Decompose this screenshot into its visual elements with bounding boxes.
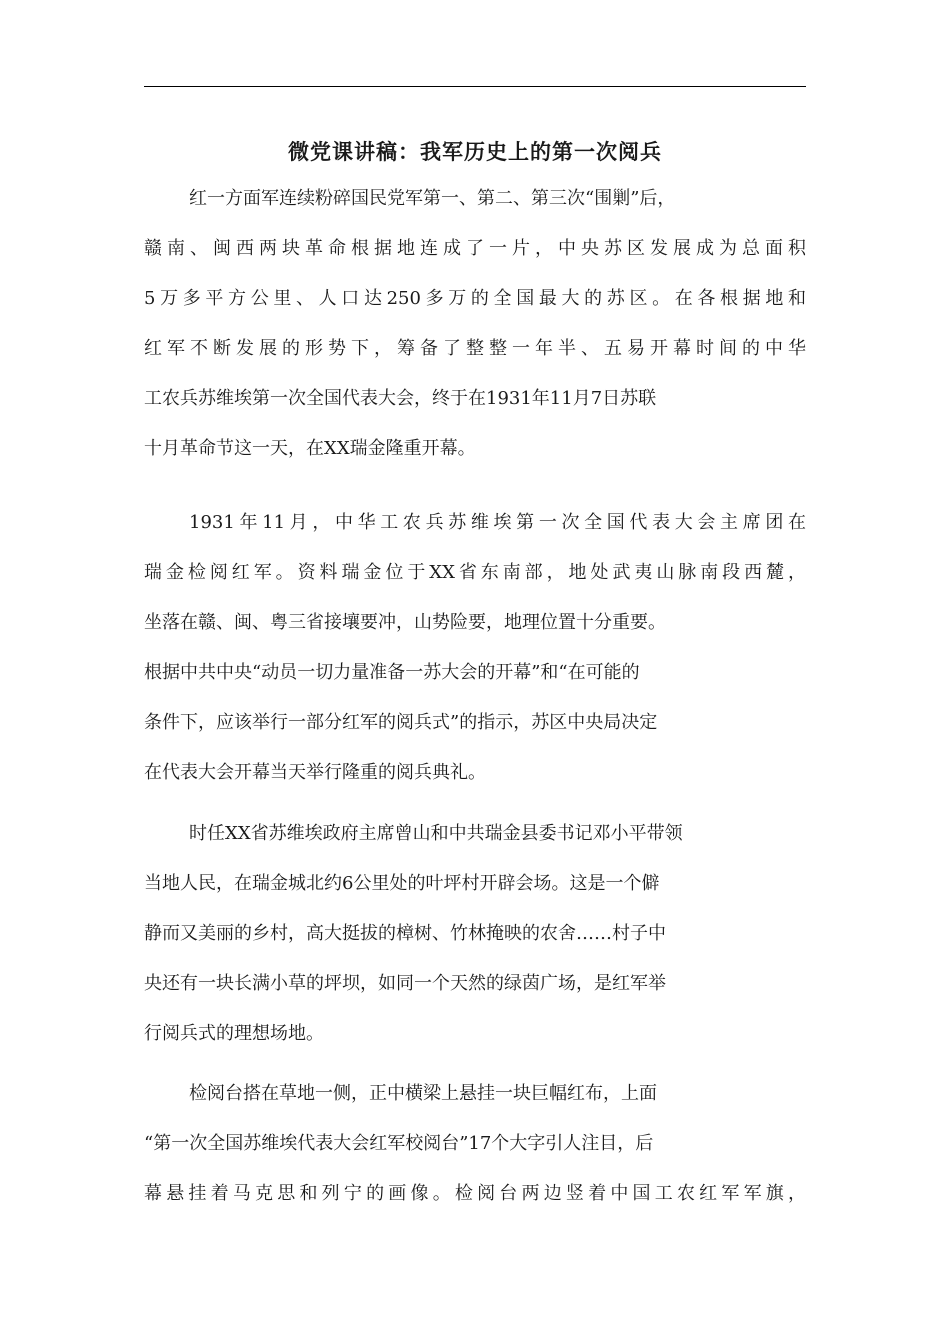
paragraph-line: 坐落在赣、闽、粤三省接壤要冲，山势险要，地理位置十分重要。 — [144, 612, 666, 633]
paragraph-line: 静而又美丽的乡村，高大挺拔的樟树、竹林掩映的农舍……村子中 — [144, 923, 666, 944]
paragraph-line: 幕悬挂着马克思和列宁的画像。检阅台两边竖着中国工农红军军旗， — [144, 1183, 806, 1204]
paragraph-line: “第一次全国苏维埃代表大会红军校阅台”17个大字引人注目，后 — [144, 1133, 654, 1154]
paragraph-line: 工农兵苏维埃第一次全国代表大会，终于在1931年11月7日苏联 — [144, 388, 657, 409]
paragraph-1 — [144, 174, 806, 474]
paragraph-line: 条件下，应该举行一部分红军的阅兵式”的指示，苏区中央局决定 — [144, 712, 658, 733]
paragraph-line: 5万多平方公里、人口达250多万的全国最大的苏区。在各根据地和 — [144, 288, 806, 309]
paragraph-line: 检阅台搭在草地一侧，正中横梁上悬挂一块巨幅红布，上面 — [189, 1083, 657, 1104]
paragraph-line: 行阅兵式的理想场地。 — [144, 1023, 324, 1044]
document-title: 微党课讲稿：我军历史上的第一次阅兵 — [288, 139, 662, 164]
header-rule — [144, 86, 806, 87]
paragraph-line: 瑞金检阅红军。资料瑞金位于XX省东南部，地处武夷山脉南段西麓， — [144, 562, 806, 583]
paragraph-3 — [144, 809, 806, 1059]
paragraph-line: 赣南、闽西两块革命根据地连成了一片，中央苏区发展成为总面积 — [144, 238, 806, 259]
paragraph-line: 红一方面军连续粉碎国民党军第一、第二、第三次“围剿”后， — [189, 188, 676, 209]
paragraph-line: 央还有一块长满小草的坪坝，如同一个天然的绿茵广场，是红军举 — [144, 973, 666, 994]
paragraph-line: 红军不断发展的形势下，筹备了整整一年半、五易开幕时间的中华 — [144, 338, 806, 359]
paragraph-line: 十月革命节这一天，在XX瑞金隆重开幕。 — [144, 438, 476, 459]
paragraph-line: 根据中共中央“动员一切力量准备一苏大会的开幕”和“在可能的 — [144, 662, 640, 683]
paragraph-line: 时任XX省苏维埃政府主席曾山和中共瑞金县委书记邓小平带领 — [189, 823, 683, 844]
paragraph-line: 1931年11月，中华工农兵苏维埃第一次全国代表大会主席团在 — [189, 512, 806, 533]
paragraph-4 — [144, 1069, 806, 1219]
paragraph-line: 当地人民，在瑞金城北约6公里处的叶坪村开辟会场。这是一个僻 — [144, 873, 660, 894]
paragraph-2 — [144, 498, 806, 798]
paragraph-line: 在代表大会开幕当天举行隆重的阅兵典礼。 — [144, 762, 486, 783]
